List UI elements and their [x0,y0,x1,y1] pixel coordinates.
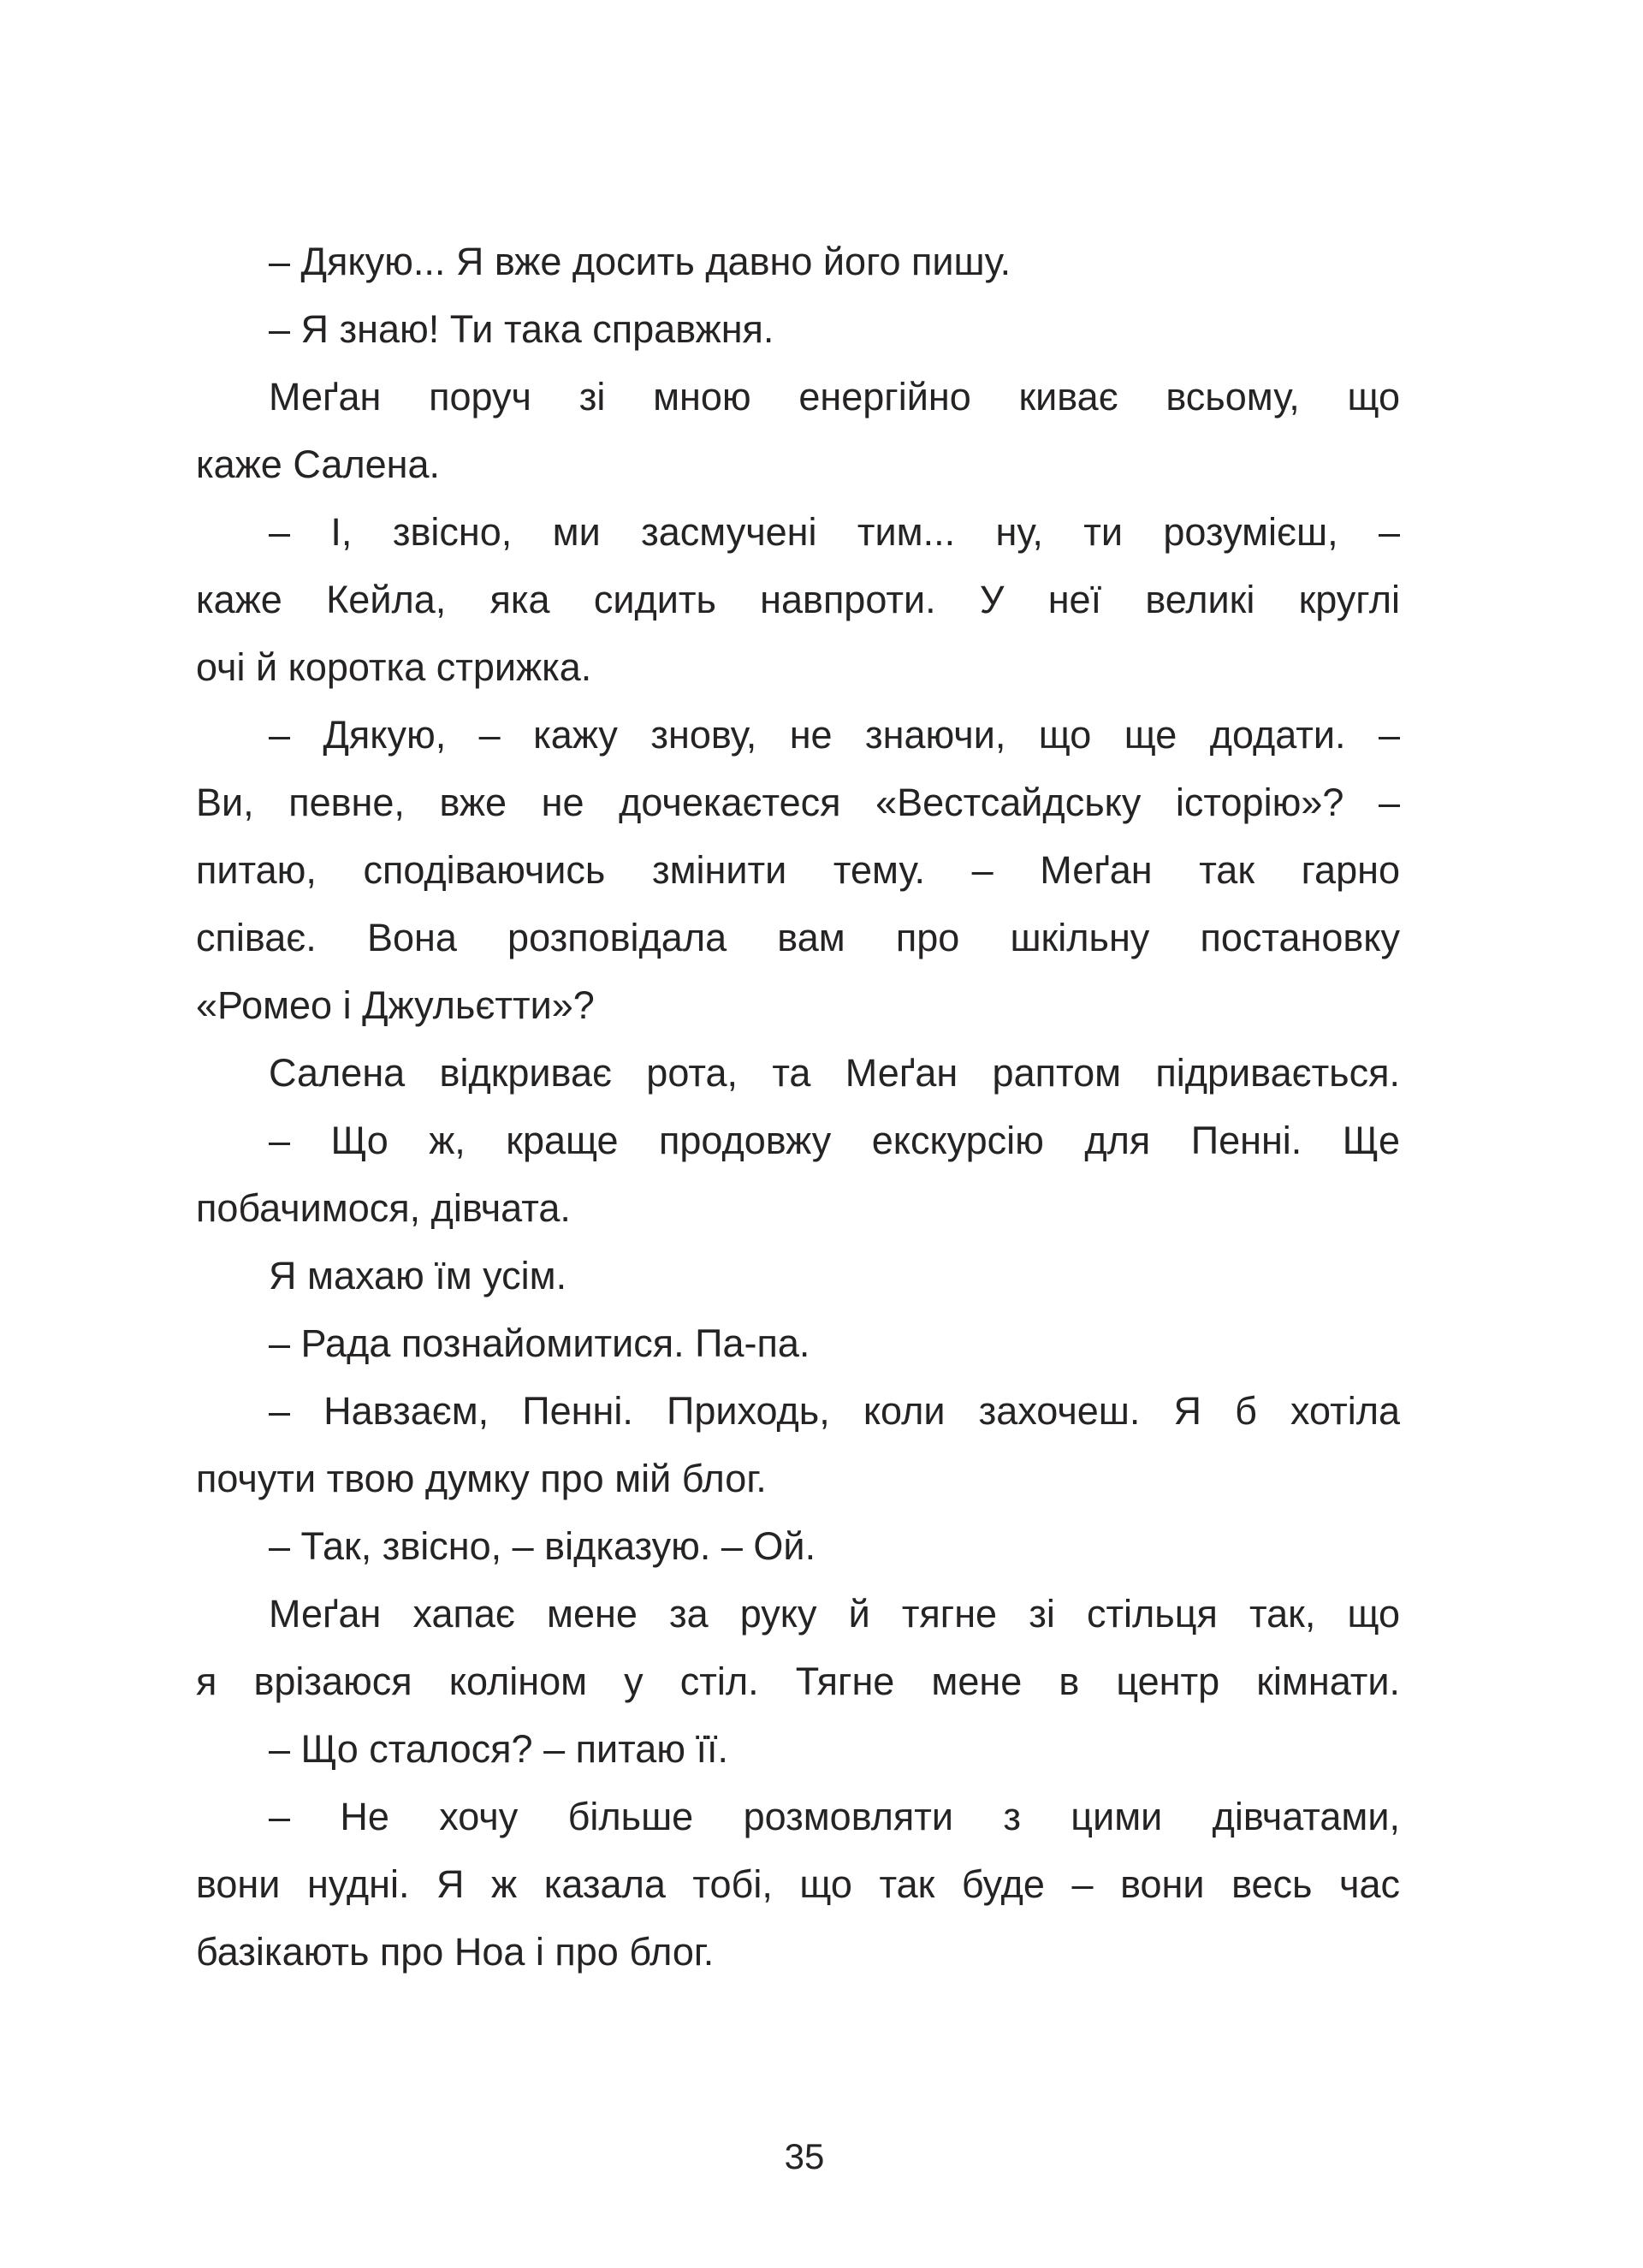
text-line: співає. Вона розповідала вам про шкільну постановку [196,916,1400,959]
text-line: Меґан поруч зі мною енергійно киває всьому, що [269,375,1400,419]
text-line: побачимося, дівчата. [196,1186,571,1230]
text-line: – Я знаю! Ти така справжня. [269,307,774,351]
text-line: вони нудні. Я ж казала тобі, що так буде – вони весь час [196,1862,1400,1906]
page-number: 35 [784,2136,825,2176]
text-line: «Ромео і Джульєтти»? [196,983,595,1027]
text-line: – Рада познайомитися. Па-па. [269,1321,810,1365]
text-line: – Не хочу більше розмовляти з цими дівчатами, [269,1795,1400,1838]
text-line: – Так, звісно, – відказую. – Ой. [269,1524,816,1568]
text-line: очі й коротка стрижка. [196,645,592,689]
text-line: – Навзаєм, Пенні. Приходь, коли захочеш. Я б хотіла [269,1389,1400,1433]
text-line: Я махаю їм усім. [269,1254,567,1297]
body-text [196,228,1400,1986]
text-line: я врізаюся коліном у стіл. Тягне мене в центр кімнати. [196,1659,1400,1703]
text-line: – Що ж, краще продовжу екскурсію для Пенні. Ще [269,1119,1400,1162]
text-line: – Що сталося? – питаю її. [269,1727,728,1771]
text-line: – Дякую... Я вже досить давно його пишу. [269,240,1011,283]
text-line: – І, звісно, ми засмучені тим... ну, ти розумієш, – [269,510,1400,554]
text-line: Меґан хапає мене за руку й тягне зі стільця так, що [269,1592,1400,1636]
text-line: базікають про Ноа і про блог. [196,1930,715,1974]
text-line: почути твою думку про мій блог. [196,1457,767,1500]
text-line: каже Кейла, яка сидить навпроти. У неї великі круглі [196,578,1400,621]
text-line: Салена відкриває рота, та Меґан раптом підривається. [269,1051,1400,1095]
text-line: питаю, сподіваючись змінити тему. – Меґан так гарно [196,848,1400,892]
text-line: – Дякую, – кажу знову, не знаючи, що ще додати. – [269,713,1400,757]
text-line: Ви, певне, вже не дочекаєтеся «Вестсайдську історію»? – [196,781,1400,824]
text-line: каже Салена. [196,442,441,486]
